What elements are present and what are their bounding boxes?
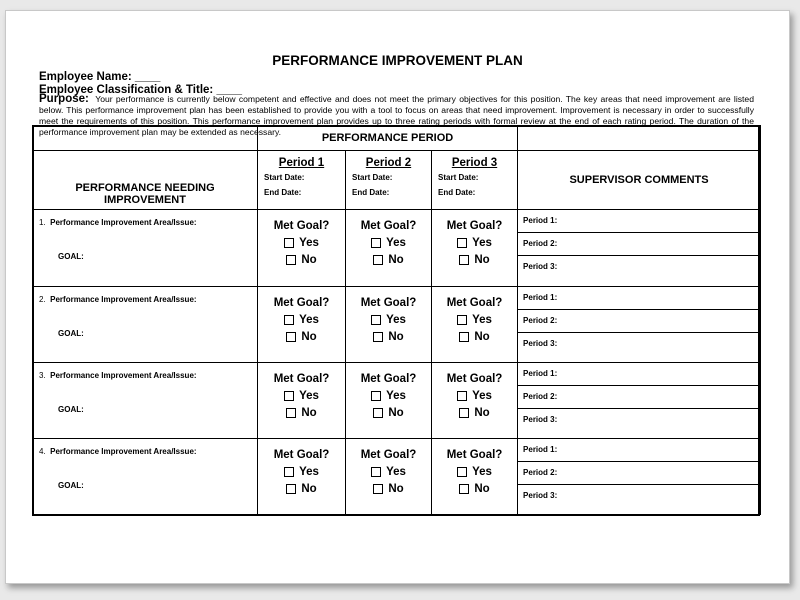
met-goal-label: Met Goal? [273,448,330,461]
met-goal-cell [258,438,346,514]
no-checkbox[interactable] [373,484,383,494]
no-checkbox[interactable] [373,255,383,265]
comment-period-1[interactable]: Period 1: [518,439,760,462]
met-goal-label: Met Goal? [360,296,417,309]
yes-checkbox[interactable] [284,238,294,248]
period-label: Period 1 [278,156,325,169]
period-2-header [346,150,432,210]
met-goal-cell [432,210,518,286]
no-checkbox[interactable] [286,408,296,418]
comment-period-2[interactable]: Period 2: [518,462,760,485]
period-1-header [258,150,346,210]
area-cell [33,210,258,286]
comments-cell [518,438,761,514]
yes-label: Yes [472,237,492,250]
no-label: No [388,482,404,495]
performance-period-header: PERFORMANCE PERIOD [258,126,518,151]
yes-checkbox[interactable] [457,391,467,401]
comment-period-3[interactable]: Period 3: [523,262,558,272]
comment-period-3[interactable]: Period 3: [523,338,558,348]
no-label: No [388,406,404,419]
page-title: PERFORMANCE IMPROVEMENT PLAN [272,53,523,68]
no-checkbox[interactable] [286,255,296,265]
row-number: 1. [39,218,46,228]
no-checkbox[interactable] [373,408,383,418]
period-label: Period 3 [451,156,498,169]
yes-label: Yes [299,237,319,250]
area-label: Performance Improvement Area/Issue: [50,294,197,304]
no-label: No [388,254,404,267]
met-goal-cell [346,438,432,514]
yes-checkbox[interactable] [371,391,381,401]
no-label: No [301,406,317,419]
area-label: Performance Improvement Area/Issue: [50,218,197,228]
goal-label: GOAL: [58,328,84,338]
met-goal-label: Met Goal? [273,372,330,385]
yes-label: Yes [386,313,406,326]
no-label: No [301,330,317,343]
met-goal-label: Met Goal? [446,296,503,309]
goal-label: GOAL: [58,404,84,414]
no-label: No [301,254,317,267]
row-number: 3. [39,370,46,380]
met-goal-cell [432,438,518,514]
comment-period-3[interactable]: Period 3: [523,490,558,500]
yes-label: Yes [299,465,319,478]
area-label: Performance Improvement Area/Issue: [50,446,197,456]
no-label: No [474,406,490,419]
met-goal-label: Met Goal? [360,448,417,461]
yes-label: Yes [299,313,319,326]
supervisor-comments-header: SUPERVISOR COMMENTS [518,150,761,210]
employee-name-field: Employee Name: ____ [39,71,161,83]
no-checkbox[interactable] [286,484,296,494]
comment-period-1[interactable]: Period 1: [518,363,760,386]
met-goal-label: Met Goal? [446,448,503,461]
comments-cell [518,286,761,362]
area-label: Performance Improvement Area/Issue: [50,370,197,380]
blank-header-cell [518,126,761,151]
yes-label: Yes [386,237,406,250]
yes-label: Yes [386,389,406,402]
yes-checkbox[interactable] [371,238,381,248]
start-date-label: Start Date: [352,172,393,182]
yes-label: Yes [386,465,406,478]
met-goal-label: Met Goal? [446,372,503,385]
purpose-label: Purpose: [39,93,89,105]
no-checkbox[interactable] [459,408,469,418]
met-goal-cell [346,362,432,438]
yes-checkbox[interactable] [457,315,467,325]
goal-label: GOAL: [58,252,84,262]
area-cell [33,286,258,362]
met-goal-cell [258,362,346,438]
table-row [33,438,761,514]
no-label: No [388,330,404,343]
met-goal-cell [346,210,432,286]
comment-period-1[interactable]: Period 1: [518,210,760,233]
comment-period-3[interactable]: Period 3: [523,414,558,424]
yes-checkbox[interactable] [284,315,294,325]
row-number: 4. [39,446,46,456]
yes-label: Yes [472,313,492,326]
goal-label: GOAL: [58,480,84,490]
yes-checkbox[interactable] [457,238,467,248]
met-goal-cell [258,286,346,362]
met-goal-cell [258,210,346,286]
end-date-label: End Date: [352,187,390,197]
yes-checkbox[interactable] [371,467,381,477]
end-date-label: End Date: [264,187,302,197]
row-number: 2. [39,294,46,304]
comment-period-2[interactable]: Period 2: [518,233,760,256]
met-goal-cell [432,286,518,362]
no-label: No [301,482,317,495]
yes-label: Yes [299,389,319,402]
employee-classification-field: Employee Classification & Title: ____ [39,84,243,96]
yes-checkbox[interactable] [284,391,294,401]
period-label: Period 2 [365,156,412,169]
comment-period-2[interactable]: Period 2: [518,386,760,409]
met-goal-cell [346,286,432,362]
met-goal-label: Met Goal? [273,220,330,233]
met-goal-cell [432,362,518,438]
yes-checkbox[interactable] [371,315,381,325]
comment-period-2[interactable]: Period 2: [518,310,760,333]
plan-table [32,125,761,515]
start-date-label: Start Date: [264,172,305,182]
no-checkbox[interactable] [459,255,469,265]
yes-label: Yes [472,465,492,478]
met-goal-label: Met Goal? [273,296,330,309]
yes-label: Yes [472,389,492,402]
blank-header-cell [33,126,258,151]
no-label: No [474,254,490,267]
needing-improvement-header: PERFORMANCE NEEDING IMPROVEMENT [33,150,258,210]
table-row [33,362,761,438]
met-goal-label: Met Goal? [360,220,417,233]
no-checkbox[interactable] [459,484,469,494]
area-cell [33,362,258,438]
no-label: No [474,482,490,495]
no-label: No [474,330,490,343]
end-date-label: End Date: [438,187,476,197]
met-goal-label: Met Goal? [360,372,417,385]
no-checkbox[interactable] [286,332,296,342]
no-checkbox[interactable] [373,332,383,342]
start-date-label: Start Date: [438,172,479,182]
comments-cell [518,362,761,438]
period-3-header [432,150,518,210]
area-cell [33,438,258,514]
met-goal-label: Met Goal? [446,220,503,233]
no-checkbox[interactable] [459,332,469,342]
yes-checkbox[interactable] [284,467,294,477]
comment-period-1[interactable]: Period 1: [518,287,760,310]
yes-checkbox[interactable] [457,467,467,477]
comments-cell [518,210,761,286]
purpose-text: Your performance is currently below competent and effective and does not meet the primary objectives for this position. The key areas that need improvement are listed below. This performance improvement plan has been established to provide you with a tool to focus on areas that need improvement. Improvement is necessary in order to successfully meet the requirements of this position. This performance improvement plan provides up to three rating periods with formal review at the end of each rating period. The duration of the performance improvement plan may be extended as necessary. [39,94,754,137]
table-row [33,210,761,286]
table-row [33,286,761,362]
